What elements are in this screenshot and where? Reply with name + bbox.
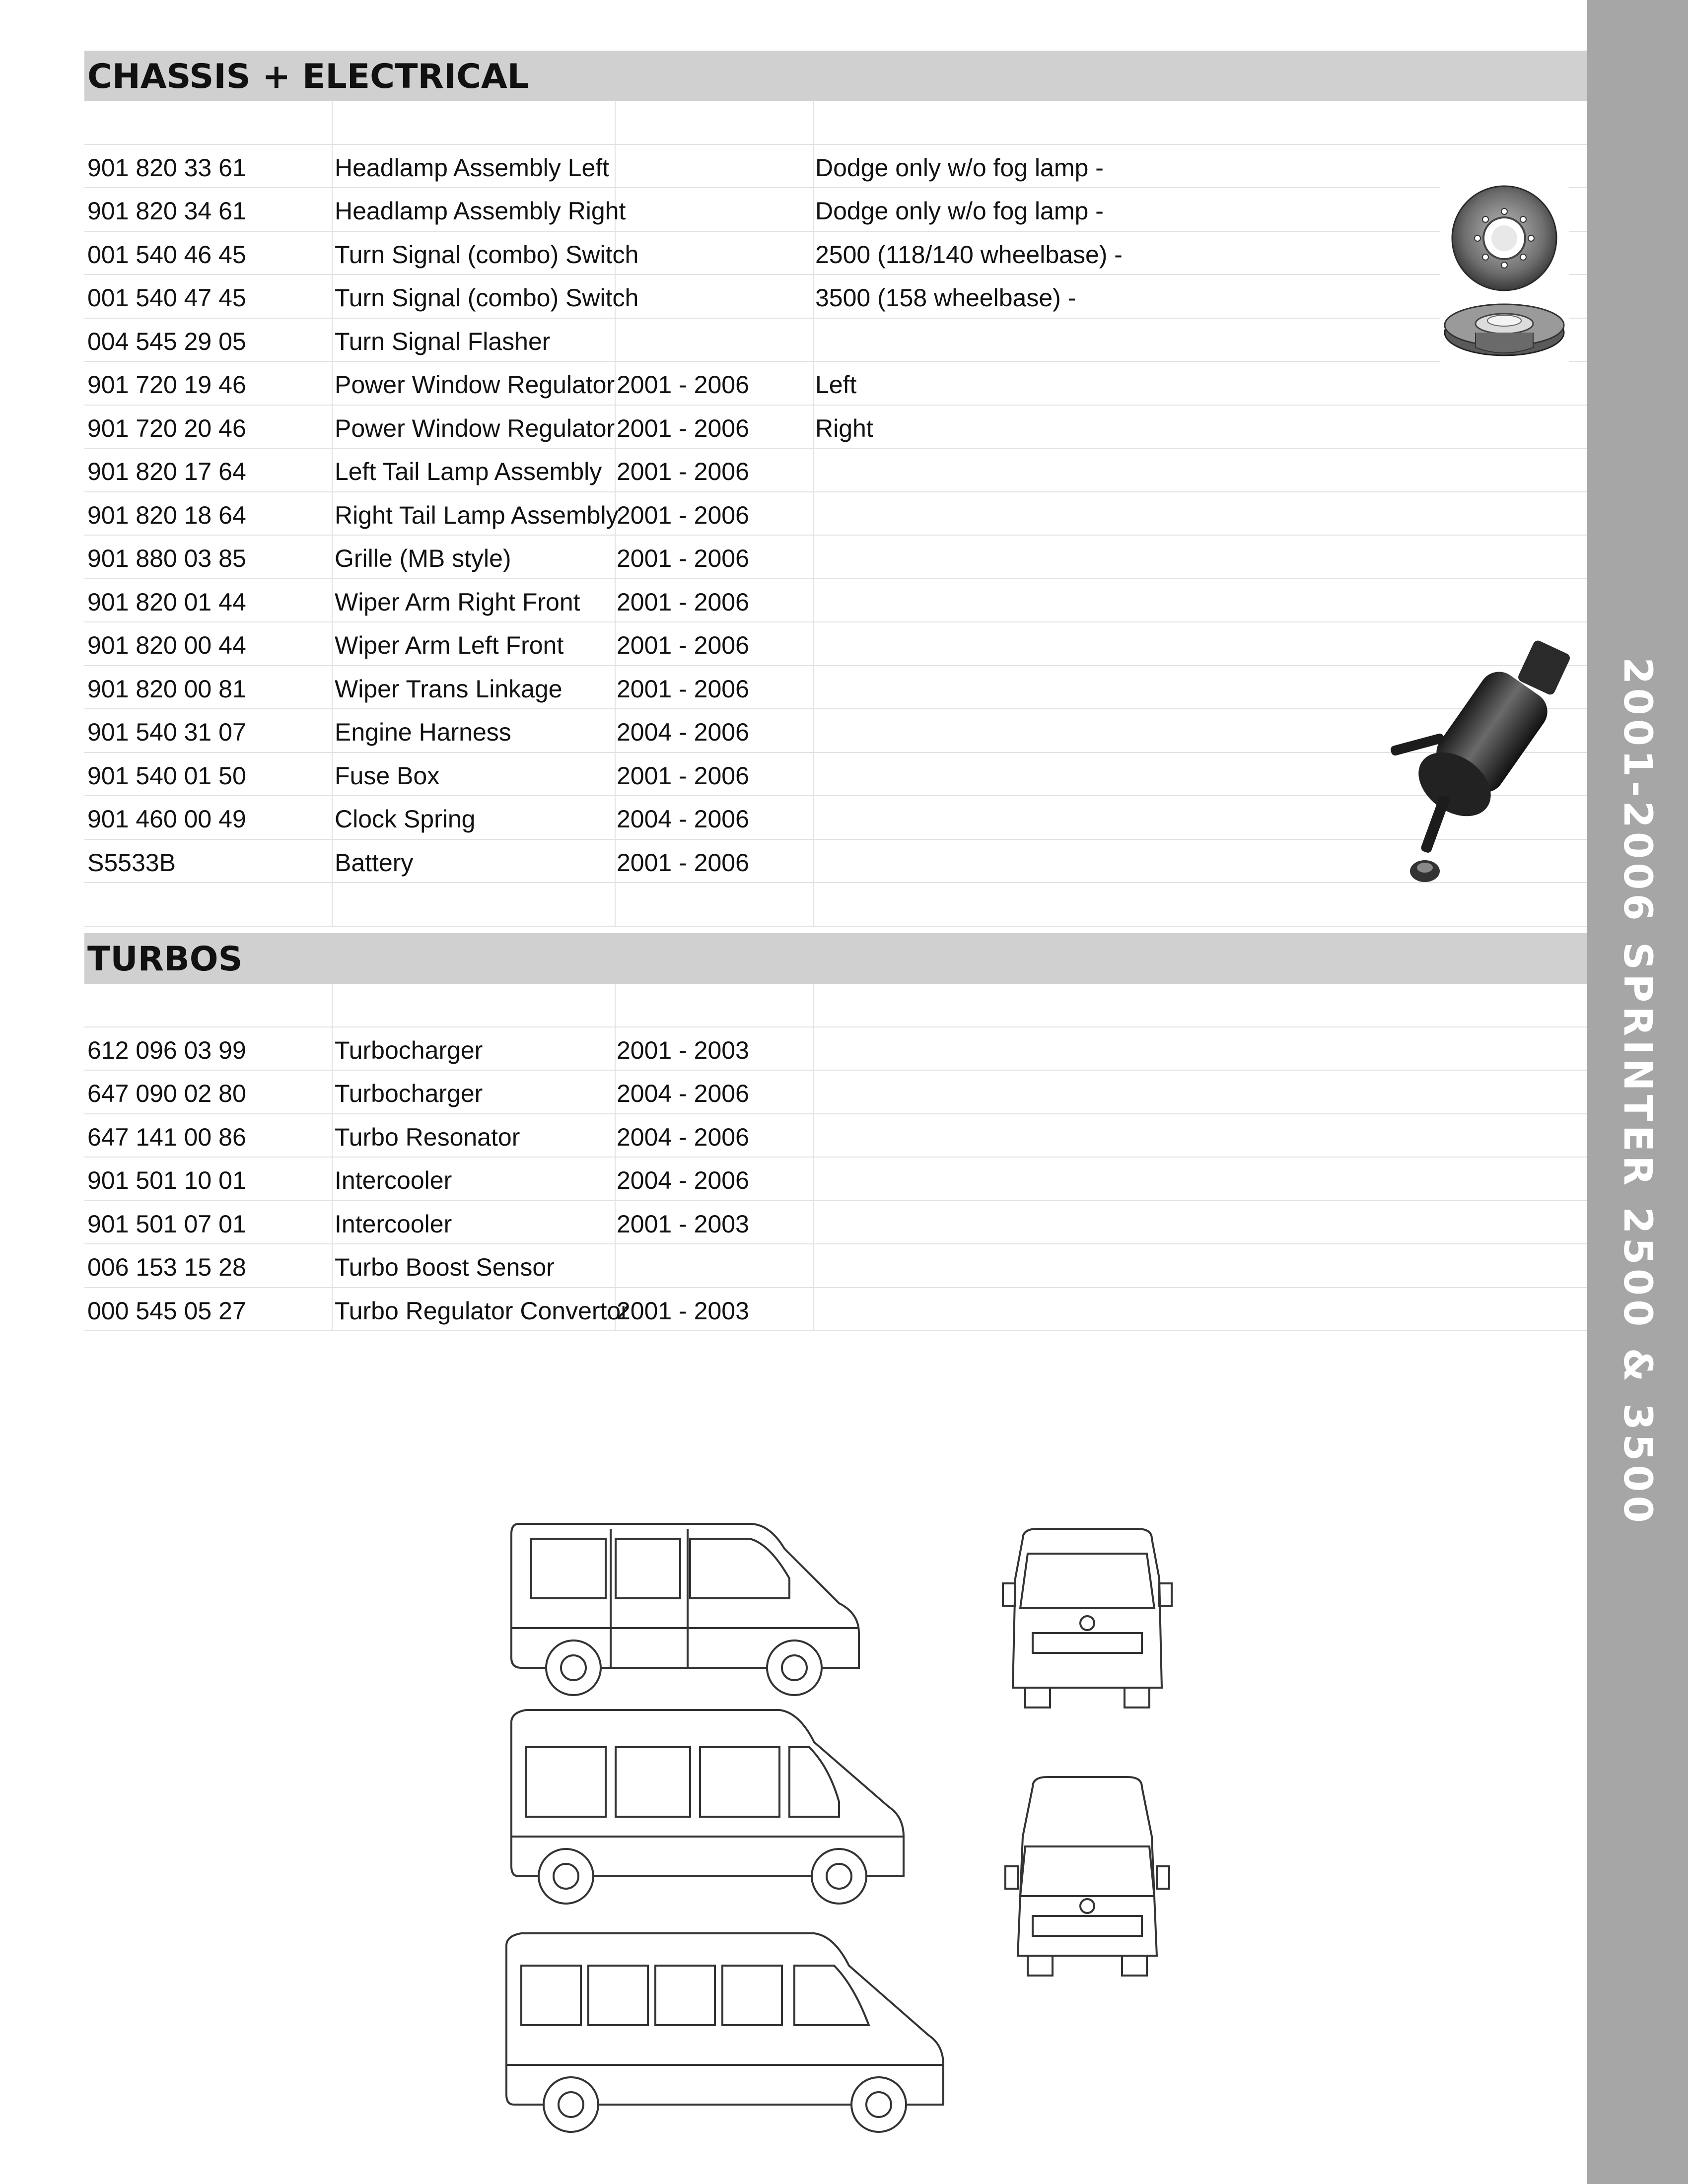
column-divider	[813, 1244, 814, 1287]
description-cell: Wiper Trans Linkage	[335, 675, 563, 703]
table-row	[84, 579, 1587, 623]
description-cell: Turn Signal (combo) Switch	[335, 240, 639, 269]
column-divider	[332, 666, 333, 709]
years-cell: 2004 - 2006	[617, 1166, 749, 1194]
column-divider	[615, 362, 616, 405]
years-cell: 2001 - 2006	[617, 371, 749, 399]
column-divider	[332, 1114, 333, 1157]
column-divider	[813, 1071, 814, 1113]
van-side-short-roof	[511, 1524, 859, 1695]
part-number-cell: 901 820 33 61	[87, 153, 246, 182]
column-divider	[813, 406, 814, 448]
table-row	[84, 709, 1587, 753]
years-cell: 2001 - 2006	[617, 458, 749, 485]
column-divider	[615, 1158, 616, 1200]
table-row	[84, 796, 1587, 840]
column-divider	[332, 449, 333, 491]
description-cell: Right Tail Lamp Assembly	[335, 501, 619, 529]
table-row	[84, 1201, 1587, 1245]
column-divider	[615, 579, 616, 622]
part-number-cell: 901 501 07 01	[87, 1210, 246, 1238]
column-divider	[332, 362, 333, 405]
part-number-cell: 000 545 05 27	[87, 1297, 246, 1325]
description-cell: Turbo Regulator Convertor	[335, 1297, 629, 1325]
column-divider	[615, 449, 616, 491]
column-divider	[813, 796, 814, 839]
column-divider	[813, 984, 814, 1026]
note-cell: Dodge only w/o fog lamp -	[815, 197, 1104, 225]
description-cell: Fuse Box	[335, 761, 440, 790]
column-divider	[813, 232, 814, 274]
part-number-cell: 901 820 34 61	[87, 197, 246, 225]
column-divider	[332, 275, 333, 318]
years-cell: 2004 - 2006	[617, 718, 749, 746]
column-divider	[615, 1114, 616, 1157]
column-divider	[813, 666, 814, 709]
column-divider	[615, 709, 616, 752]
van-line-drawings	[492, 1509, 1226, 2149]
table-row	[84, 188, 1587, 232]
table-row	[84, 1288, 1587, 1332]
column-divider	[615, 622, 616, 665]
part-number-cell: 901 880 03 85	[87, 545, 246, 572]
column-divider	[615, 883, 616, 926]
column-divider	[615, 753, 616, 796]
column-divider	[332, 840, 333, 883]
part-number-cell: 901 820 00 81	[87, 675, 246, 703]
description-cell: Turbocharger	[335, 1080, 483, 1107]
column-divider	[332, 1288, 333, 1331]
years-cell: 2001 - 2006	[617, 761, 749, 790]
column-divider	[813, 1288, 814, 1331]
column-divider	[332, 622, 333, 665]
table-row	[84, 101, 1587, 145]
table-row	[84, 666, 1587, 710]
column-divider	[332, 319, 333, 361]
column-divider	[332, 492, 333, 535]
section-header-chassis: CHASSIS + ELECTRICAL	[84, 51, 1587, 101]
years-cell: 2001 - 2006	[617, 631, 749, 659]
description-cell: Intercooler	[335, 1166, 452, 1194]
part-number-cell: 647 090 02 80	[87, 1080, 246, 1107]
years-cell: 2001 - 2003	[617, 1036, 749, 1064]
part-number-cell: 901 540 01 50	[87, 761, 246, 790]
column-divider	[332, 1244, 333, 1287]
washer-pump-image	[1370, 635, 1579, 893]
column-divider	[615, 536, 616, 578]
sprinter-van-icon	[492, 1509, 1226, 2149]
column-divider	[332, 536, 333, 578]
column-divider	[813, 753, 814, 796]
years-cell: 2004 - 2006	[617, 805, 749, 833]
column-divider	[615, 1201, 616, 1244]
note-cell: Dodge only w/o fog lamp -	[815, 153, 1104, 182]
brake-rotor-icon	[1440, 184, 1569, 382]
washer-pump-icon	[1370, 635, 1579, 893]
description-cell: Wiper Arm Left Front	[335, 631, 564, 659]
column-divider	[615, 1244, 616, 1287]
part-number-cell: 901 720 19 46	[87, 371, 246, 399]
part-number-cell: S5533B	[87, 848, 176, 877]
column-divider	[332, 753, 333, 796]
column-divider	[813, 622, 814, 665]
table-row	[84, 1244, 1587, 1288]
description-cell: Grille (MB style)	[335, 545, 511, 572]
column-divider	[813, 709, 814, 752]
description-cell: Engine Harness	[335, 718, 511, 746]
table-row	[84, 492, 1587, 536]
table-row	[84, 753, 1587, 797]
description-cell: Turbo Boost Sensor	[335, 1253, 555, 1281]
description-cell: Power Window Regulator	[335, 371, 615, 399]
part-number-cell: 901 540 31 07	[87, 718, 246, 746]
column-divider	[615, 1027, 616, 1070]
column-divider	[332, 984, 333, 1026]
brake-rotor-image	[1440, 184, 1569, 382]
description-cell: Turn Signal (combo) Switch	[335, 284, 639, 312]
years-cell: 2001 - 2006	[617, 588, 749, 616]
column-divider	[332, 232, 333, 274]
column-divider	[813, 362, 814, 405]
years-cell: 2001 - 2006	[617, 545, 749, 572]
column-divider	[813, 492, 814, 535]
column-divider	[813, 1201, 814, 1244]
years-cell: 2001 - 2006	[617, 414, 749, 442]
column-divider	[332, 883, 333, 926]
description-cell: Power Window Regulator	[335, 414, 615, 442]
column-divider	[813, 101, 814, 144]
column-divider	[813, 1027, 814, 1070]
years-cell: 2001 - 2006	[617, 501, 749, 529]
column-divider	[615, 319, 616, 361]
column-divider	[332, 1201, 333, 1244]
column-divider	[813, 536, 814, 578]
table-row	[84, 883, 1587, 927]
part-number-cell: 901 720 20 46	[87, 414, 246, 442]
column-divider	[615, 406, 616, 448]
column-divider	[332, 1071, 333, 1113]
table-row	[84, 319, 1587, 362]
table-row	[84, 406, 1587, 449]
part-number-cell: 901 460 00 49	[87, 805, 246, 833]
van-front-low	[1003, 1529, 1172, 1707]
section-header-turbos: TURBOS	[84, 933, 1587, 984]
sidebar-title: 2001-2006 SPRINTER 2500 & 3500	[1615, 657, 1660, 1527]
column-divider	[332, 101, 333, 144]
part-number-cell: 004 545 29 05	[87, 327, 246, 355]
table-row	[84, 1071, 1587, 1114]
years-cell: 2001 - 2006	[617, 848, 749, 877]
column-divider	[332, 1158, 333, 1200]
column-divider	[615, 984, 616, 1026]
part-number-cell: 001 540 47 45	[87, 284, 246, 312]
part-number-cell: 901 820 01 44	[87, 588, 246, 616]
part-number-cell: 901 820 17 64	[87, 458, 246, 485]
chassis-parts-table	[84, 101, 1587, 927]
years-cell: 2001 - 2003	[617, 1297, 749, 1325]
part-number-cell: 006 153 15 28	[87, 1253, 246, 1281]
table-row	[84, 145, 1587, 189]
description-cell: Left Tail Lamp Assembly	[335, 458, 602, 485]
table-row	[84, 622, 1587, 666]
column-divider	[332, 188, 333, 231]
table-row	[84, 1158, 1587, 1201]
column-divider	[813, 1158, 814, 1200]
column-divider	[615, 666, 616, 709]
column-divider	[813, 579, 814, 622]
table-row	[84, 840, 1587, 884]
description-cell: Headlamp Assembly Right	[335, 197, 626, 225]
van-side-long-roof	[506, 1933, 943, 2132]
note-cell: 3500 (158 wheelbase) -	[815, 284, 1076, 312]
column-divider	[813, 145, 814, 188]
column-divider	[332, 709, 333, 752]
column-divider	[813, 449, 814, 491]
column-divider	[813, 1114, 814, 1157]
column-divider	[332, 145, 333, 188]
table-row	[84, 275, 1587, 319]
column-divider	[332, 579, 333, 622]
part-number-cell: 901 501 10 01	[87, 1166, 246, 1194]
van-front-high	[1005, 1777, 1169, 1976]
column-divider	[813, 275, 814, 318]
table-row	[84, 362, 1587, 406]
table-row	[84, 1027, 1587, 1071]
years-cell: 2001 - 2003	[617, 1210, 749, 1238]
description-cell: Intercooler	[335, 1210, 452, 1238]
part-number-cell: 901 820 00 44	[87, 631, 246, 659]
part-number-cell: 612 096 03 99	[87, 1036, 246, 1064]
turbo-parts-table	[84, 984, 1587, 1331]
table-row	[84, 984, 1587, 1027]
column-divider	[332, 406, 333, 448]
part-number-cell: 901 820 18 64	[87, 501, 246, 529]
description-cell: Turn Signal Flasher	[335, 327, 551, 355]
part-number-cell: 647 141 00 86	[87, 1123, 246, 1151]
column-divider	[615, 796, 616, 839]
van-side-high-roof	[511, 1710, 904, 1904]
column-divider	[813, 840, 814, 883]
column-divider	[615, 145, 616, 188]
column-divider	[615, 840, 616, 883]
table-row	[84, 1114, 1587, 1158]
column-divider	[813, 883, 814, 926]
note-cell: Left	[815, 371, 857, 399]
table-row	[84, 232, 1587, 275]
description-cell: Turbocharger	[335, 1036, 483, 1064]
table-row	[84, 536, 1587, 579]
description-cell: Headlamp Assembly Left	[335, 153, 610, 182]
column-divider	[332, 796, 333, 839]
note-cell: 2500 (118/140 wheelbase) -	[815, 240, 1123, 269]
description-cell: Battery	[335, 848, 414, 877]
column-divider	[332, 1027, 333, 1070]
column-divider	[813, 319, 814, 361]
part-number-cell: 001 540 46 45	[87, 240, 246, 269]
description-cell: Wiper Arm Right Front	[335, 588, 580, 616]
column-divider	[615, 101, 616, 144]
column-divider	[615, 1071, 616, 1113]
description-cell: Turbo Resonator	[335, 1123, 520, 1151]
years-cell: 2004 - 2006	[617, 1080, 749, 1107]
note-cell: Right	[815, 414, 873, 442]
column-divider	[813, 188, 814, 231]
years-cell: 2004 - 2006	[617, 1123, 749, 1151]
table-row	[84, 449, 1587, 492]
years-cell: 2001 - 2006	[617, 675, 749, 703]
description-cell: Clock Spring	[335, 805, 476, 833]
